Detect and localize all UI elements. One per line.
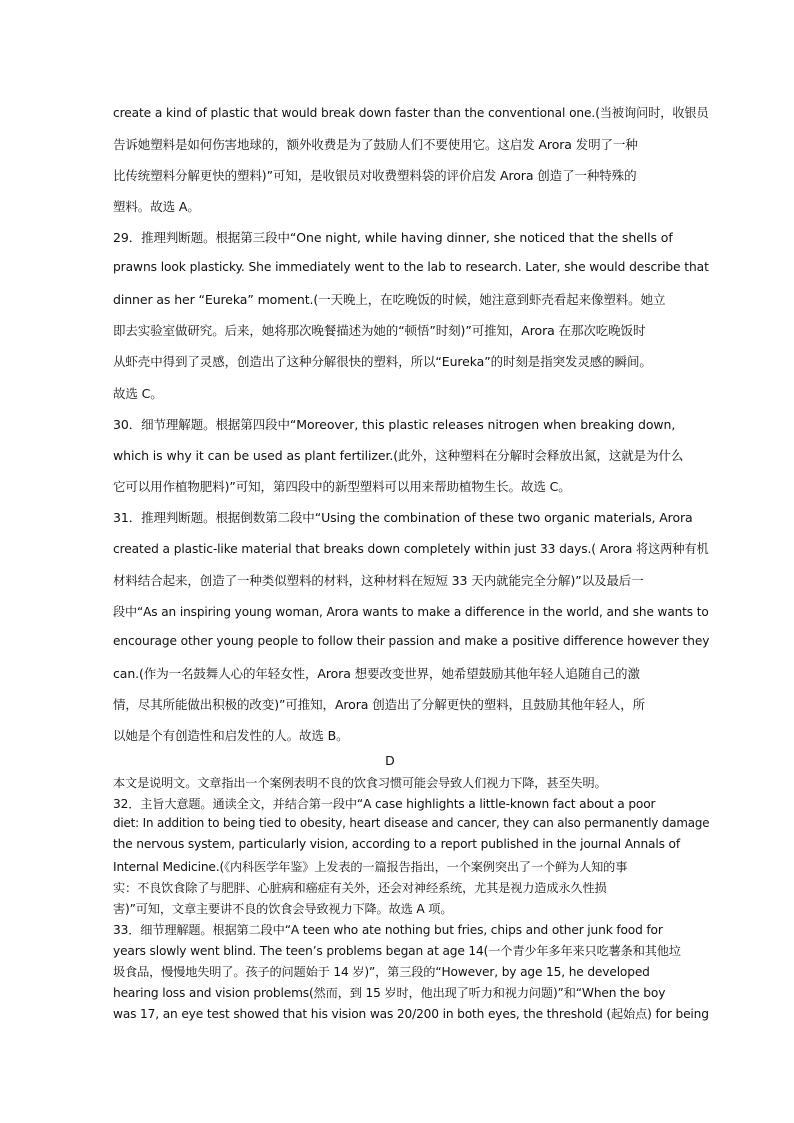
text-line: which is why it can be used as plant fertilizer.(此外，这种塑料在分解时会释放出氮，这就是为什么 — [113, 448, 684, 463]
text-line: dinner as her “Eureka” moment.(一天晚上，在吃晚饭的时候，她注意到虾壳看起来像塑料。她立 — [113, 292, 666, 307]
text-line: can.(作为一名鼓舞人心的年轻女性，Arora 想要改变世界，她希望鼓励其他年轻人追随自己的激 — [113, 666, 640, 681]
text-line: 以她是个有创造性和启发性的人。故选 B。 — [113, 728, 349, 743]
text-line: 段中“As an inspiring young woman, Arora wants to make a difference in the world, and she wants to — [113, 604, 709, 619]
text-line: 29．推理判断题。根据第三段中“One night, while having dinner, she noticed that the shells of — [113, 230, 673, 245]
text-line: diet: In addition to being tied to obesity, heart disease and cancer, they can also permanently damage — [113, 816, 710, 830]
text-line: 圾食品，慢慢地失明了。孩子的问题始于 14 岁)”，第三段的“However, by age 15, he developed — [113, 965, 650, 979]
text-line: 告诉她塑料是如何伤害地球的，额外收费是为了鼓励人们不要使用它。这启发 Arora 发明了一种 — [113, 137, 638, 152]
text-line: 32．主旨大意题。通读全文，并结合第一段中“A case highlights a little-known fact about a poor — [113, 797, 656, 811]
text-line: prawns look plasticky. She immediately went to the lab to research. Later, she would describe that — [113, 259, 709, 274]
text-line: 材料结合起来，创造了一种类似塑料的材料，这种材料在短短 33 天内就能完全分解)”以及最后一 — [113, 573, 644, 588]
text-line: 它可以用作植物肥料)”可知，第四段中的新型塑料可以用来帮助植物生长。故选 C。 — [113, 479, 571, 494]
section-heading: D — [385, 753, 395, 768]
text-line: 塑料。故选 A。 — [113, 199, 200, 214]
text-line: 比传统塑料分解更快的塑料)”可知，是收银员对收费塑料袋的评价启发 Arora 创造了一种特殊的 — [113, 168, 637, 183]
text-line: the nervous system, particularly vision, according to a report published in the journal Annals of — [113, 837, 680, 851]
text-line: 本文是说明文。文章指出一个案例表明不良的饮食习惯可能会导致人们视力下降，甚至失明。 — [113, 776, 607, 790]
text-line: was 17, an eye test showed that his vision was 20/200 in both eyes, the threshold (起始点) for being — [113, 1007, 709, 1021]
text-line: Internal Medicine.(《内科医学年鉴》上发表的一篇报告指出，一个案例突出了一个鲜为人知的事 — [113, 860, 628, 874]
text-line: 实：不良饮食除了与肥胖、心脏病和癌症有关外，还会对神经系统，尤其是视力造成永久性损 — [113, 881, 607, 895]
text-line: encourage other young people to follow their passion and make a positive difference however they — [113, 633, 710, 648]
text-line: years slowly went blind. The teen’s problems began at age 14(一个青少年多年来只吃薯条和其他垃 — [113, 944, 681, 958]
text-line: hearing loss and vision problems(然而，到 15 岁时，他出现了听力和视力问题)”和“When the boy — [113, 986, 666, 1000]
text-line: 30．细节理解题。根据第四段中“Moreover, this plastic releases nitrogen when breaking down, — [113, 417, 676, 432]
text-line: 从虾壳中得到了灵感，创造出了这种分解很快的塑料，所以“Eureka”的时刻是指突发灵感的瞬间。 — [113, 354, 652, 369]
text-line: 害)”可知，文章主要讲不良的饮食会导致视力下降。故选 A 项。 — [113, 902, 453, 916]
text-line: 故选 C。 — [113, 386, 163, 401]
text-line: 31．推理判断题。根据倒数第二段中“Using the combination of these two organic materials, Arora — [113, 510, 693, 525]
text-line: 即去实验室做研究。后来，她将那次晚餐描述为她的“顿悟”时刻)”可推知，Arora 在那次吃晚饭时 — [113, 323, 646, 338]
text-line: 33．细节理解题。根据第二段中“A teen who ate nothing but fries, chips and other junk food for — [113, 923, 663, 937]
text-line: created a plastic-like material that breaks down completely within just 33 days.( Arora 将这两种有机 — [113, 541, 709, 556]
text-line: create a kind of plastic that would break down faster than the conventional one.(当被询问时，收银员 — [113, 105, 709, 120]
text-line: 情，尽其所能做出积极的改变)”可推知，Arora 创造出了分解更快的塑料，且鼓励其他年轻人，所 — [113, 697, 645, 712]
